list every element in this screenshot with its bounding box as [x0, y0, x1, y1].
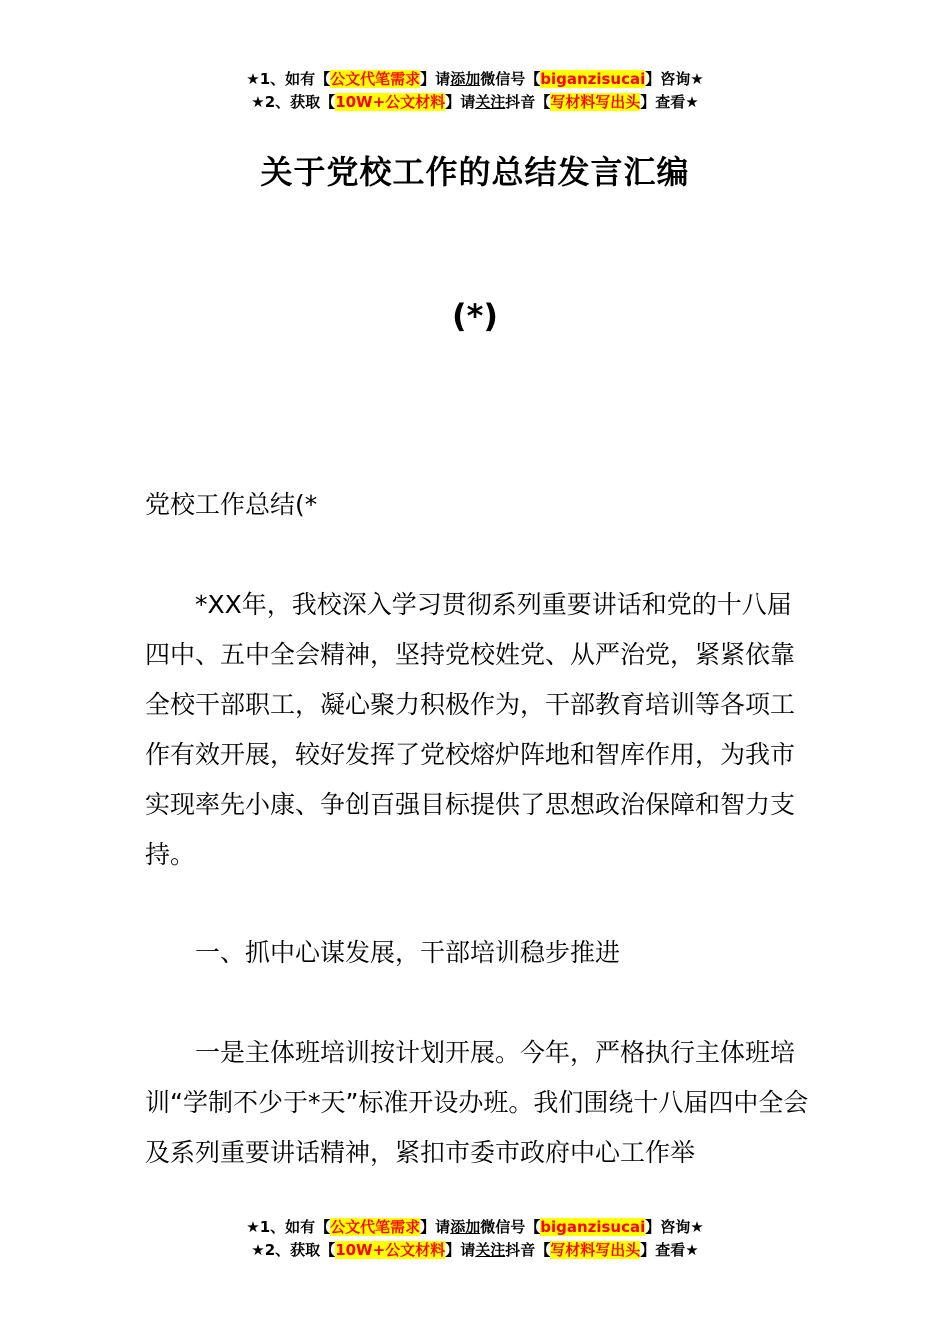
section-heading: 党校工作总结(*: [145, 490, 318, 519]
body-paragraph: 一是主体班培训按计划开展。今年，严格执行主体班培训“学制不少于*天”标准开设办班。我们围绕十八届四中全会及系列重要讲话精神，紧扣市委市政府中心工作举: [145, 1038, 809, 1167]
underlined-follow: 关注: [475, 1241, 506, 1259]
highlight-materials: 10W+公文材料: [335, 1241, 446, 1259]
underlined-add: 添加: [450, 1218, 481, 1236]
document-title: 关于党校工作的总结发言汇编: [260, 153, 690, 191]
section-number: (*): [452, 297, 498, 335]
subsection-heading: 一、抓中心谋发展，干部培训稳步推进: [195, 938, 621, 967]
promo-line-1: ★1、如有【公文代笔需求】请添加微信号【biganzisucai】咨询★: [246, 70, 704, 88]
underlined-add: 添加: [450, 70, 481, 88]
highlight-service: 公文代笔需求: [330, 70, 421, 88]
promo-banner-top: [0, 68, 950, 114]
highlight-douyin-account: 写材料写出头: [550, 1241, 641, 1259]
promo-banner-bottom: [0, 1216, 950, 1262]
intro-paragraph: *XX年，我校深入学习贯彻系列重要讲话和党的十八届四中、五中全会精神，坚持党校姓党、从严治党，紧紧依靠全校干部职工，凝心聚力积极作为，干部教育培训等各项工作有效开展，较好发挥了党校熔炉阵地和智库作用，为我市实现率先小康、争创百强目标提供了思想政治保障和智力支持。: [145, 590, 796, 869]
highlight-wechat-id: biganzisucai: [540, 70, 646, 88]
highlight-douyin-account: 写材料写出头: [550, 93, 641, 111]
promo-line-2: ★2、获取【10W+公文材料】请关注抖音【写材料写出头】查看★: [251, 93, 699, 111]
promo-line-2: ★2、获取【10W+公文材料】请关注抖音【写材料写出头】查看★: [251, 1241, 699, 1259]
promo-line-1: ★1、如有【公文代笔需求】请添加微信号【biganzisucai】咨询★: [246, 1218, 704, 1236]
highlight-wechat-id: biganzisucai: [540, 1218, 646, 1236]
highlight-materials: 10W+公文材料: [335, 93, 446, 111]
underlined-follow: 关注: [475, 93, 506, 111]
highlight-service: 公文代笔需求: [330, 1218, 421, 1236]
